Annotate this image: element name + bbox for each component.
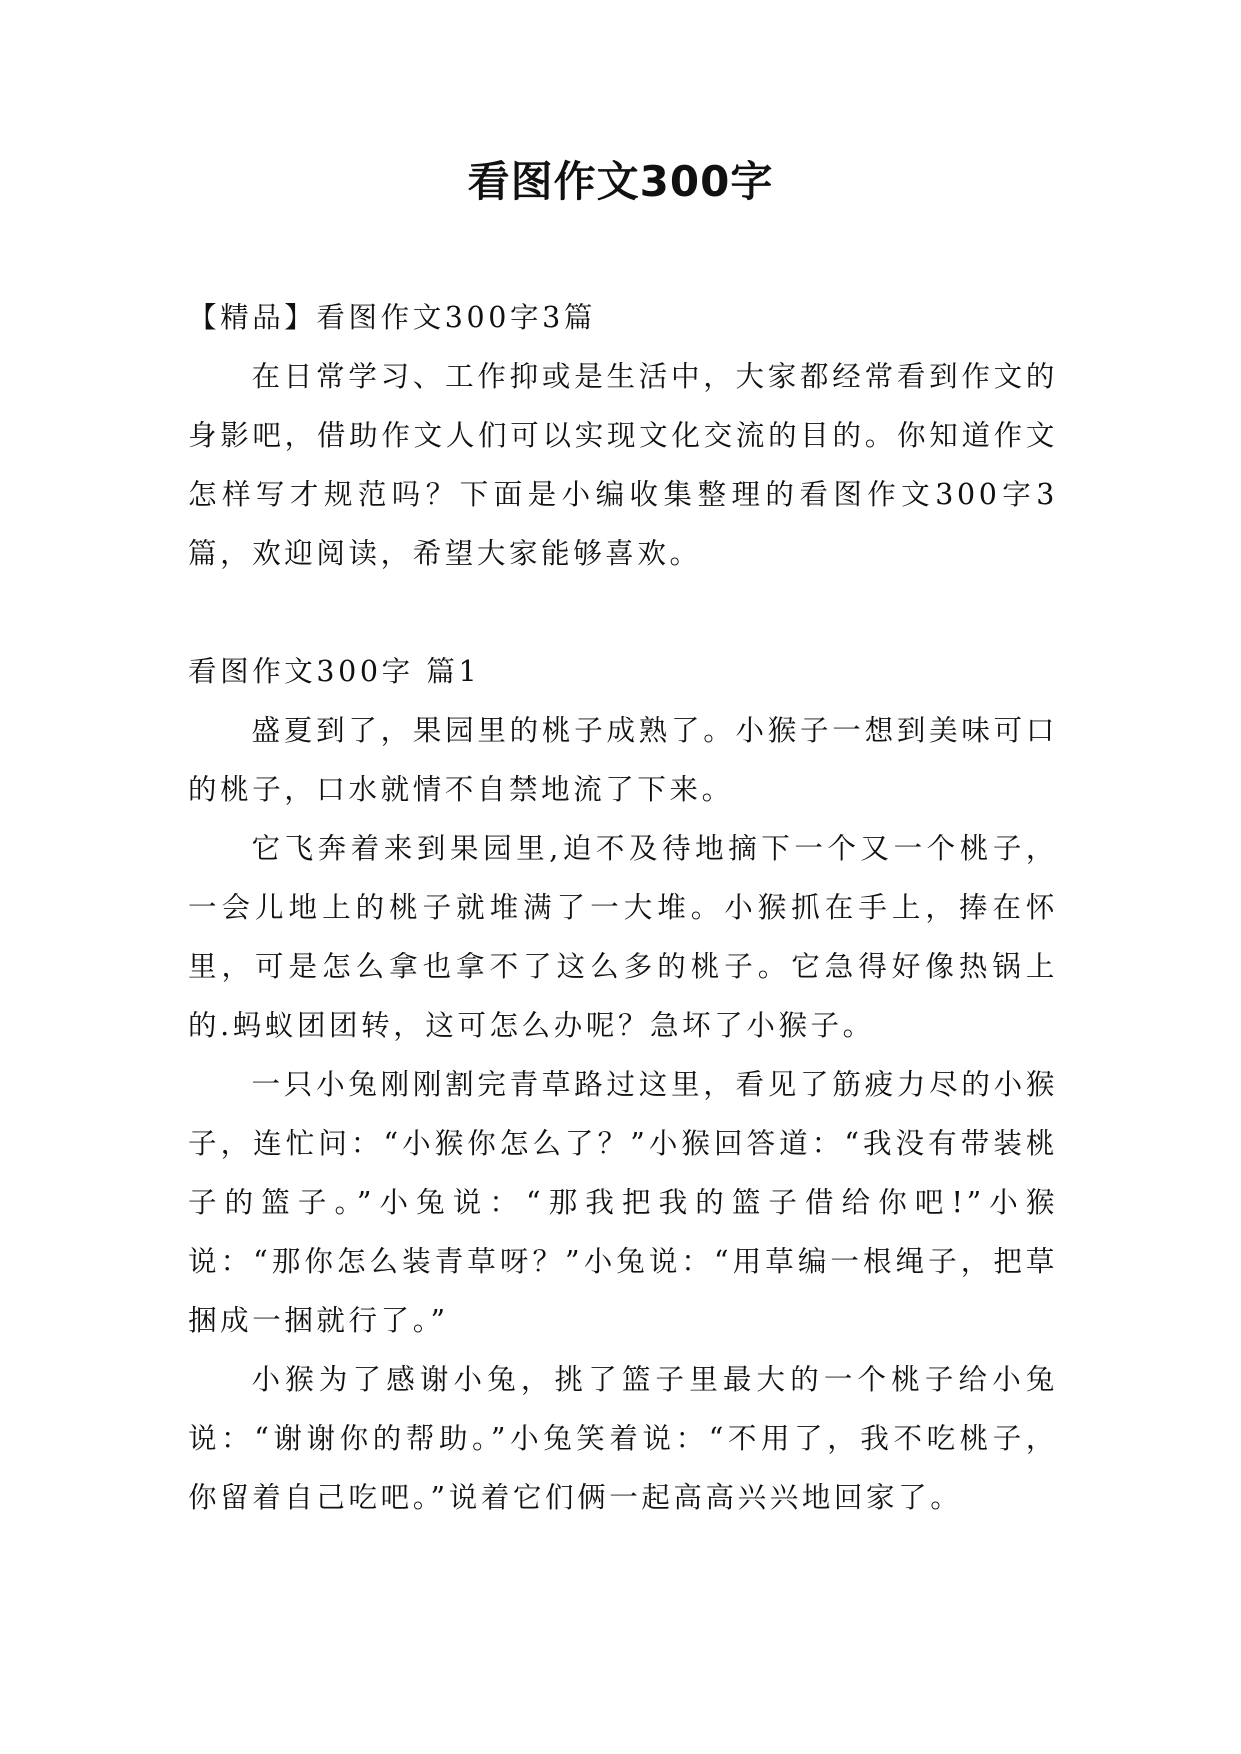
document-body [188, 288, 1058, 1527]
body-paragraph-2: 它飞奔着来到果园里,迫不及待地摘下一个又一个桃子，一会儿地上的桃子就堆满了一大堆。小猴抓在手上，捧在怀里，可是怎么拿也拿不了这么多的桃子。它急得好像热锅上的.蚂蚁团团转，这可怎么办呢？急坏了小猴子。 [188, 832, 1058, 1042]
section-spacer [188, 583, 1058, 642]
intro-paragraph: 在日常学习、工作抑或是生活中，大家都经常看到作文的身影吧，借助作文人们可以实现文化交流的目的。你知道作文怎样写才规范吗？下面是小编收集整理的看图作文300字3篇，欢迎阅读，希望大家能够喜欢。 [188, 360, 1058, 570]
body-paragraph-3: 一只小兔刚刚割完青草路过这里，看见了筋疲力尽的小猴子，连忙问：“小猴你怎么了？”小猴回答道：“我没有带装桃子的篮子。”小兔说：“那我把我的篮子借给你吧!”小猴说：“那你怎么装青草呀？”小兔说：“用草编一根绳子，把草捆成一捆就行了。” [188, 1068, 1058, 1337]
body-paragraph-4: 小猴为了感谢小兔，挑了篮子里最大的一个桃子给小兔说：“谢谢你的帮助。”小兔笑着说：“不用了，我不吃桃子，你留着自己吃吧。”说着它们俩一起高高兴兴地回家了。 [188, 1363, 1058, 1514]
section-heading: 看图作文300字 篇1 [188, 655, 481, 688]
body-paragraph-1: 盛夏到了，果园里的桃子成熟了。小猴子一想到美味可口的桃子，口水就情不自禁地流了下来。 [188, 714, 1058, 806]
document-title: 看图作文300字 [467, 157, 774, 206]
document-subtitle: 【精品】看图作文300字3篇 [188, 301, 596, 334]
